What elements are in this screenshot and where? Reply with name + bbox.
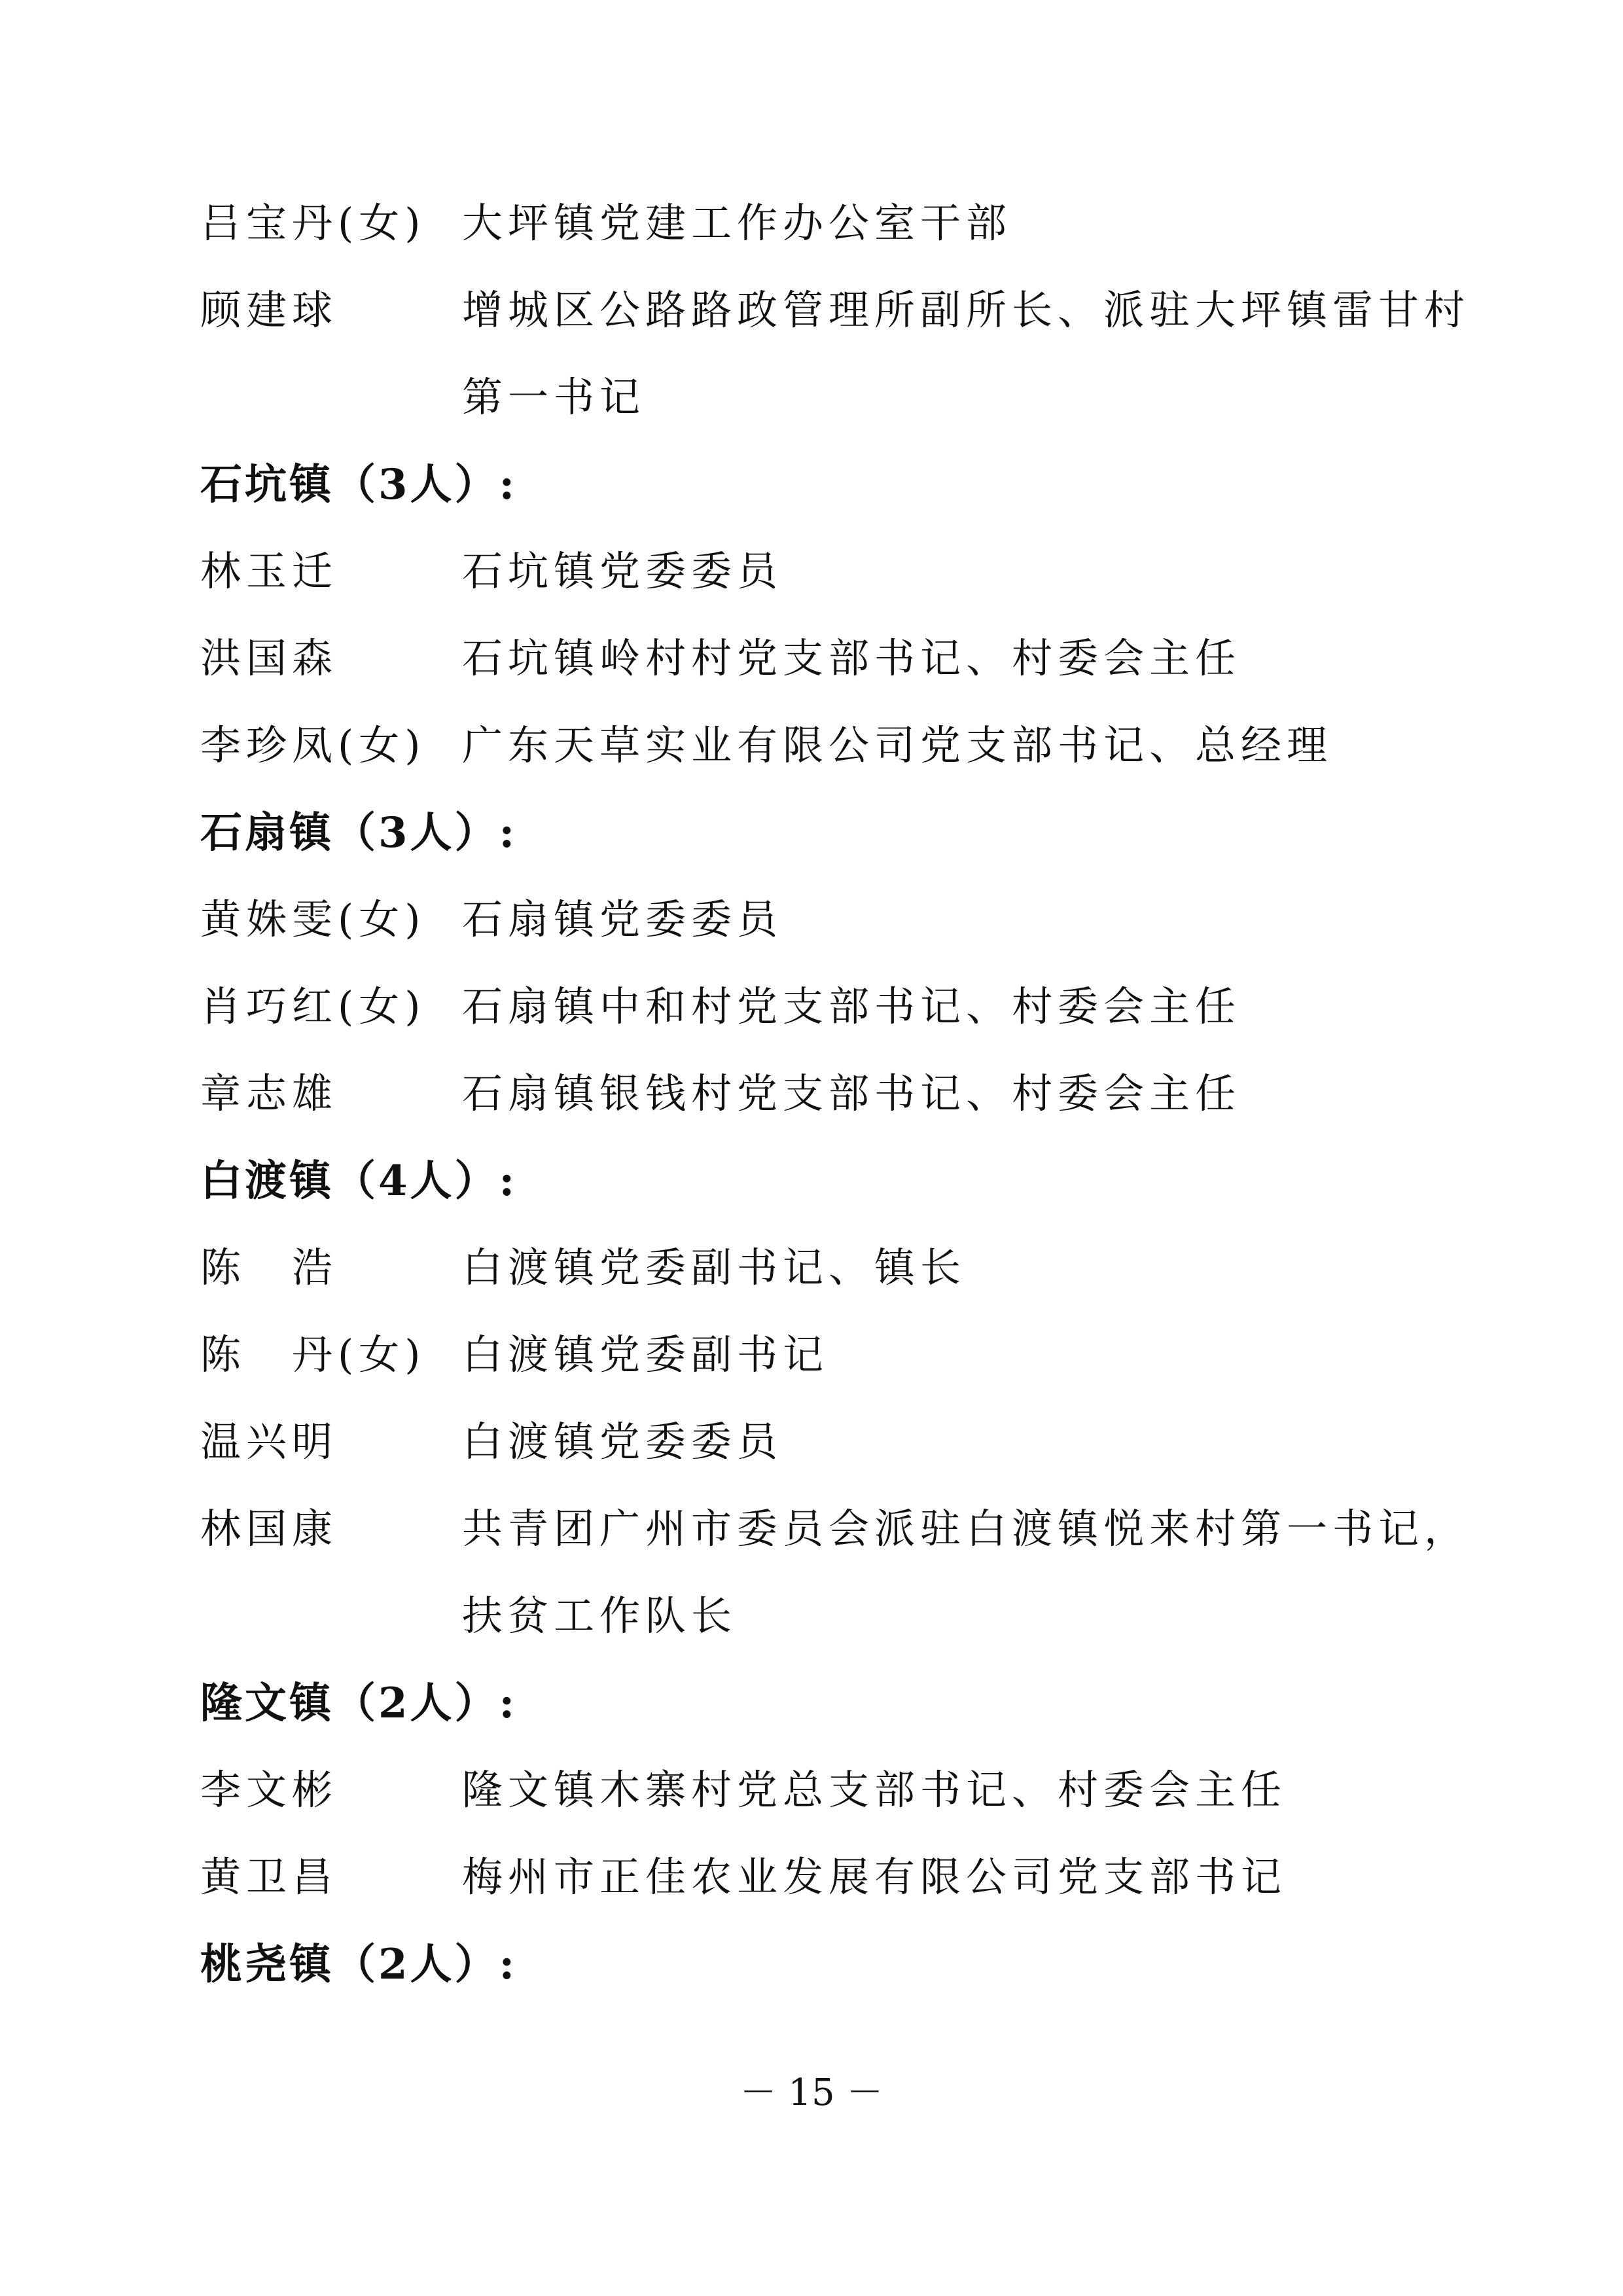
person-position: 广东天草实业有限公司党支部书记、总经理 [462, 721, 1333, 769]
town-heading: 石坑镇（3人）: [200, 460, 518, 509]
person-position: 白渡镇党委副书记、镇长 [462, 1244, 967, 1291]
person-name: 肖巧红(女) [200, 982, 426, 1030]
person-position-continued: 扶贫工作队长 [462, 1592, 738, 1640]
person-name: 吕宝丹(女) [200, 199, 426, 247]
person-position: 石扇镇中和村党支部书记、村委会主任 [462, 982, 1241, 1030]
person-name: 林玉迁 [200, 547, 338, 595]
person-name: 黄姝雯(女) [200, 895, 426, 943]
person-name: 顾建球 [200, 286, 338, 334]
town-heading: 桃尧镇（2人）: [200, 1940, 518, 1989]
person-name: 陈 丹(女) [200, 1331, 426, 1378]
person-name: 章志雄 [200, 1069, 338, 1117]
person-position: 石扇镇银钱村党支部书记、村委会主任 [462, 1069, 1241, 1117]
person-name: 陈 浩 [200, 1244, 338, 1291]
person-name: 林国康 [200, 1505, 338, 1552]
town-heading: 石扇镇（3人）: [200, 808, 518, 857]
person-name: 黄卫昌 [200, 1853, 338, 1901]
person-position: 石坑镇党委委员 [462, 547, 783, 595]
person-name: 李珍凤(女) [200, 721, 426, 769]
person-position: 白渡镇党委委员 [462, 1418, 783, 1465]
person-position: 石坑镇岭村村党支部书记、村委会主任 [462, 634, 1241, 682]
person-position: 增城区公路路政管理所副所长、派驻大坪镇雷甘村 [462, 286, 1471, 334]
person-position: 大坪镇党建工作办公室干部 [462, 199, 1012, 247]
person-position: 白渡镇党委副书记 [462, 1331, 829, 1378]
town-heading: 白渡镇（4人）: [200, 1157, 518, 1206]
person-name: 李文彬 [200, 1766, 338, 1814]
person-position-continued: 第一书记 [462, 373, 646, 421]
person-position: 石扇镇党委委员 [462, 895, 783, 943]
person-position: 共青团广州市委员会派驻白渡镇悦来村第一书记， [462, 1505, 1471, 1552]
person-name: 温兴明 [200, 1418, 338, 1465]
page-number: － 15 － [740, 2072, 883, 2114]
person-position: 梅州市正佳农业发展有限公司党支部书记 [462, 1853, 1287, 1901]
person-position: 隆文镇木寨村党总支部书记、村委会主任 [462, 1766, 1287, 1814]
town-heading: 隆文镇（2人）: [200, 1679, 518, 1728]
person-name: 洪国森 [200, 634, 338, 682]
